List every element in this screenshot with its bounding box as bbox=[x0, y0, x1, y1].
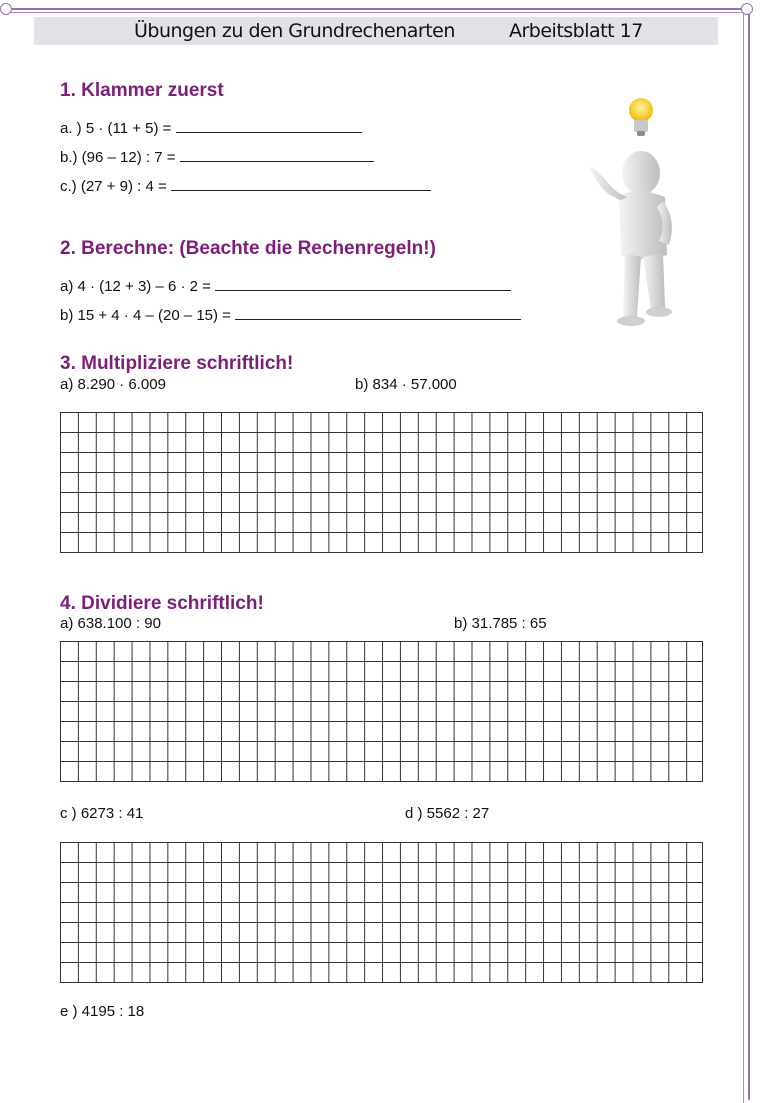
worksheet-number: Arbeitsblatt 17 bbox=[509, 20, 643, 42]
section4-heading: 4. Dividiere schriftlich! bbox=[60, 593, 264, 614]
section4-task-b: b) 31.785 : 65 bbox=[454, 615, 547, 632]
calculation-grid-multiply[interactable] bbox=[60, 412, 703, 553]
section4-task-a: a) 638.100 : 90 bbox=[60, 615, 161, 632]
section3-task-b: b) 834 · 57.000 bbox=[355, 376, 457, 393]
lightbulb-icon bbox=[629, 98, 653, 136]
answer-line[interactable] bbox=[171, 177, 431, 191]
calculation-grid-divide-ab[interactable] bbox=[60, 641, 703, 782]
corner-ornament-right bbox=[741, 3, 753, 15]
section2-task-a: a) 4 · (12 + 3) – 6 · 2 = bbox=[60, 277, 511, 295]
section2-task-b: b) 15 + 4 · 4 – (20 – 15) = bbox=[60, 306, 521, 324]
section1-task-c: c.) (27 + 9) : 4 = bbox=[60, 177, 431, 195]
section4-task-d: d ) 5562 : 27 bbox=[405, 805, 490, 822]
answer-line[interactable] bbox=[215, 277, 511, 291]
answer-line[interactable] bbox=[180, 148, 374, 162]
section3-task-a: a) 8.290 · 6.009 bbox=[60, 376, 166, 393]
section3-heading: 3. Multipliziere schriftlich! bbox=[60, 353, 294, 374]
calculation-grid-divide-cd[interactable] bbox=[60, 842, 703, 983]
section1-task-b: b.) (96 – 12) : 7 = bbox=[60, 148, 374, 166]
section1-heading: 1. Klammer zuerst bbox=[60, 80, 224, 101]
answer-line[interactable] bbox=[176, 119, 362, 133]
section1-task-a: a. ) 5 · (11 + 5) = bbox=[60, 119, 362, 137]
worksheet-header bbox=[34, 17, 718, 45]
answer-line[interactable] bbox=[235, 306, 521, 320]
thinking-figure-illustration bbox=[575, 95, 685, 340]
worksheet-title: Übungen zu den Grundrechenarten bbox=[134, 20, 455, 42]
corner-ornament-left bbox=[0, 3, 12, 15]
section4-task-c: c ) 6273 : 41 bbox=[60, 805, 144, 822]
section4-task-e: e ) 4195 : 18 bbox=[60, 1003, 145, 1020]
section2-heading: 2. Berechne: (Beachte die Rechenregeln!) bbox=[60, 238, 436, 259]
